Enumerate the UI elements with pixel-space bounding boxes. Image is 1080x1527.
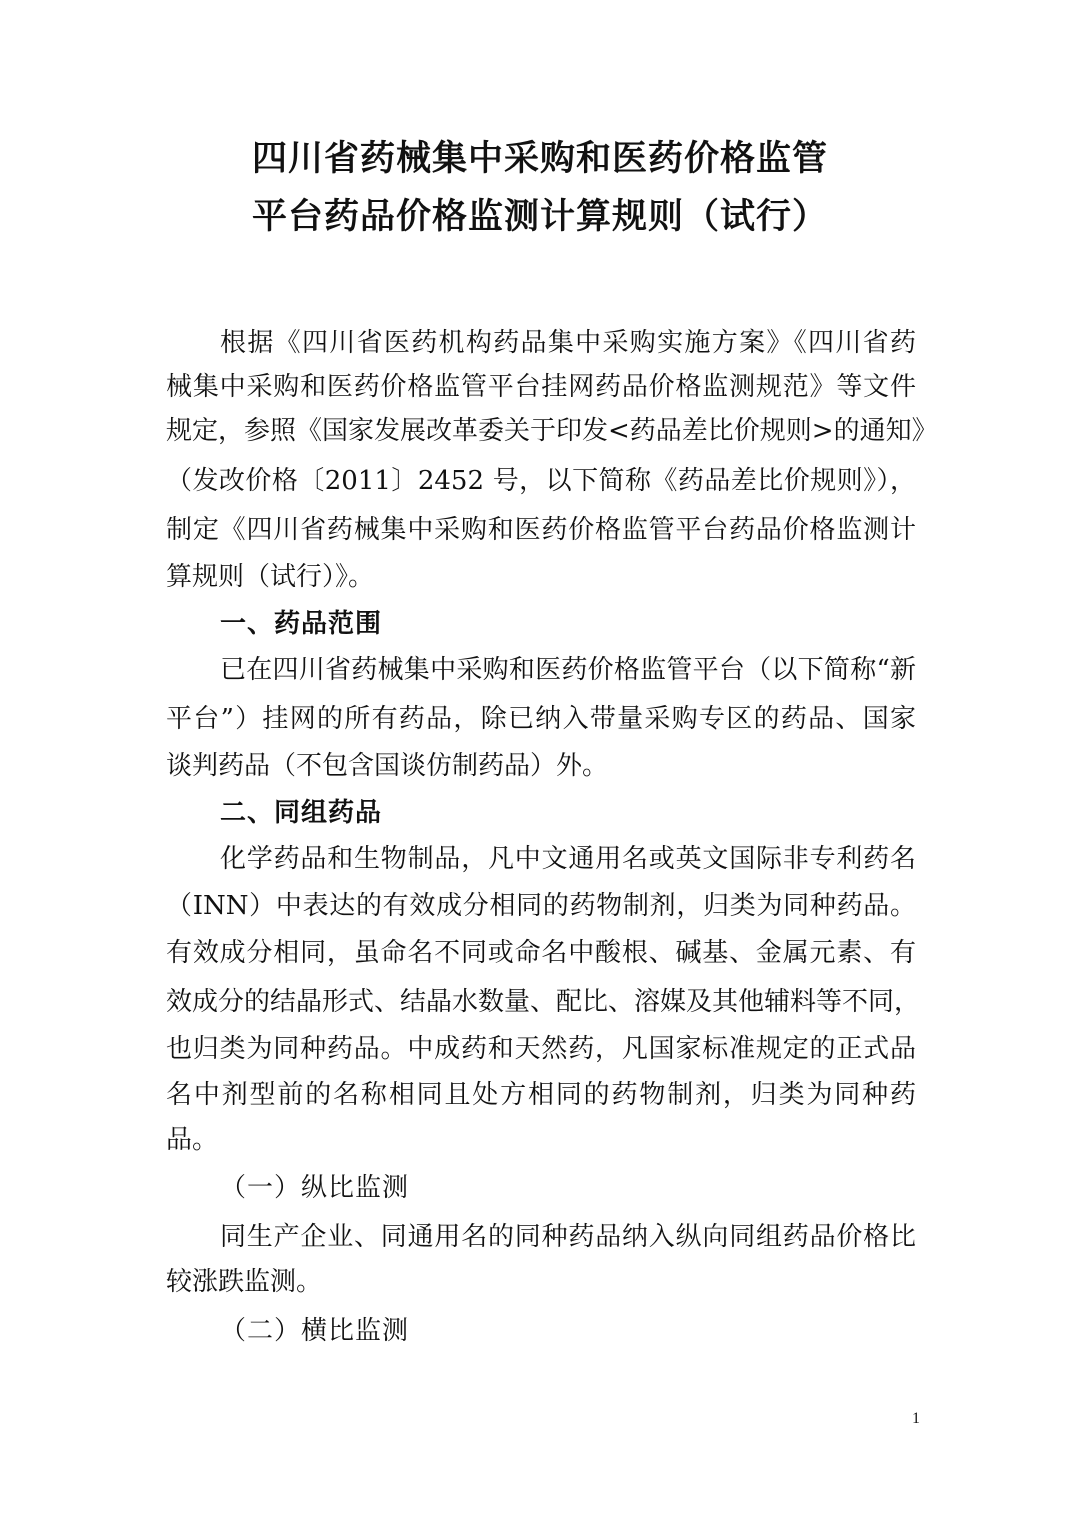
section-1-heading: 一、药品范围 — [220, 609, 383, 639]
intro-line-1: 根据《四川省医药机构药品集中采购实施方案》《四川省药 — [220, 328, 916, 358]
intro-line-3: 规定，参照《国家发展改革委关于印发<药品差比价规则>的通知》 — [166, 416, 938, 446]
section-2-line-4: 效成分的结晶形式、结晶水数量、配比、溶媒及其他辅料等不同， — [166, 987, 921, 1017]
section-1-line-2: 平台”）挂网的所有药品，除已纳入带量采购专区的药品、国家 — [166, 704, 916, 734]
subsection-2-heading: （二）横比监测 — [220, 1316, 410, 1346]
subsection-1-line-2: 较涨跌监测。 — [166, 1267, 323, 1297]
subsection-1-line-1: 同生产企业、同通用名的同种药品纳入纵向同组药品价格比 — [220, 1222, 916, 1252]
document-title-line-2: 平台药品价格监测计算规则（试行） — [251, 197, 828, 237]
section-2-line-7: 品。 — [166, 1125, 219, 1155]
section-2-heading: 二、同组药品 — [220, 798, 383, 828]
section-2-line-5: 也归类为同种药品。中成药和天然药，凡国家标准规定的正式品 — [166, 1034, 916, 1064]
intro-line-4: （发改价格〔2011〕2452 号，以下简称《药品差比价规则》）， — [166, 466, 916, 496]
section-2-line-3: 有效成分相同，虽命名不同或命名中酸根、碱基、金属元素、有 — [166, 938, 916, 968]
section-2-line-2: （INN）中表达的有效成分相同的药物制剂，归类为同种药品。 — [166, 891, 916, 921]
section-1-line-3: 谈判药品（不包含国谈仿制药品）外。 — [166, 751, 609, 781]
section-2-line-1: 化学药品和生物制品，凡中文通用名或英文国际非专利药名 — [220, 844, 916, 874]
page-number: 1 — [912, 1410, 920, 1427]
intro-line-2: 械集中采购和医药价格监管平台挂网药品价格监测规范》等文件 — [166, 372, 916, 402]
section-2-line-6: 名中剂型前的名称相同且处方相同的药物制剂，归类为同种药 — [166, 1080, 916, 1110]
subsection-1-heading: （一）纵比监测 — [220, 1173, 410, 1203]
intro-line-6: 算规则（试行）》。 — [166, 562, 375, 592]
section-1-line-1: 已在四川省药械集中采购和医药价格监管平台（以下简称“新 — [220, 655, 916, 685]
document-title-line-1: 四川省药械集中采购和医药价格监管 — [251, 139, 828, 179]
intro-line-5: 制定《四川省药械集中采购和医药价格监管平台药品价格监测计 — [166, 515, 916, 545]
